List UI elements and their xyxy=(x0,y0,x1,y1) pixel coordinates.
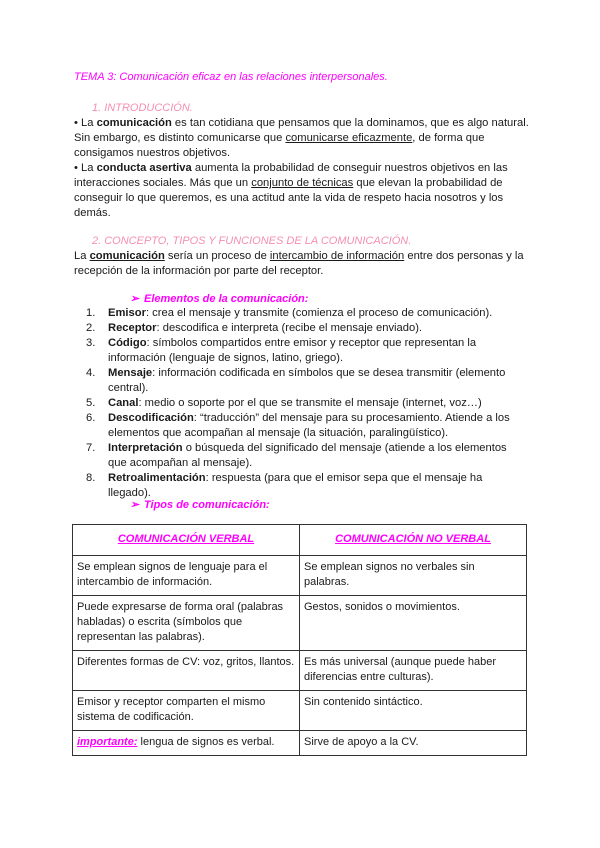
bold-term: comunicación xyxy=(96,117,172,129)
table-cell: Se emplean signos no verbales sin palabras. xyxy=(300,556,527,596)
table-cell: Puede expresarse de forma oral (palabras habladas) o escrita (símbolos que representan las palabras). xyxy=(73,596,300,651)
item-number: 5. xyxy=(86,397,96,409)
definition-paragraph xyxy=(74,249,534,279)
table-cell: Sin contenido sintáctico. xyxy=(300,691,527,731)
text: que elevan la probabilidad de conseguir lo que queremos, es una actitud ante la vida de respeto hacia nosotros y los demás. xyxy=(74,177,504,219)
bullet: • xyxy=(74,117,78,129)
list-item xyxy=(86,336,528,366)
arrow-bullet-icon: ➢ xyxy=(130,293,140,305)
item-term: Emisor xyxy=(108,307,146,319)
table-header-row xyxy=(73,525,527,556)
item-text: : crea el mensaje y transmite (comienza el proceso de comunicación). xyxy=(145,307,493,319)
section-1-heading: 1. INTRODUCCIÓN. xyxy=(92,102,193,114)
bold-term: comunicación xyxy=(89,250,165,262)
item-text: : símbolos compartidos entre emisor y receptor que representan la información (lenguaje de signos, latino, griego). xyxy=(108,337,477,364)
table-cell: Gestos, sonidos o movimientos. xyxy=(300,596,527,651)
elements-title: Elementos de la comunicación: xyxy=(144,293,309,305)
list-item xyxy=(86,396,528,411)
table-row xyxy=(73,651,527,691)
types-title: Tipos de comunicación: xyxy=(144,499,270,511)
underlined-phrase: intercambio de información xyxy=(269,250,405,262)
list-item xyxy=(86,471,528,501)
item-term: Receptor xyxy=(108,322,157,334)
item-number: 3. xyxy=(86,337,96,349)
item-text: o búsqueda del significado del mensaje (atiende a los elementos que acompañan al mensaje). xyxy=(108,442,507,469)
table-row xyxy=(73,731,527,756)
arrow-bullet-icon: ➢ xyxy=(130,499,140,511)
text: es tan cotidiana que pensamos que la dominamos, que es algo natural. Sin embargo, es distinto comunicarse que xyxy=(74,117,529,144)
text: La xyxy=(77,162,97,174)
underlined-phrase: conjunto de técnicas xyxy=(251,177,354,189)
item-text: : respuesta (para que el emisor sepa que el mensaje ha llegado). xyxy=(108,472,483,499)
item-text: : descodifica e interpreta (recibe el mensaje enviado). xyxy=(156,322,423,334)
table-cell: Es más universal (aunque puede haber diferencias entre culturas). xyxy=(300,651,527,691)
list-item xyxy=(86,321,528,336)
item-number: 6. xyxy=(86,412,96,424)
item-number: 8. xyxy=(86,472,96,484)
section-2-heading: 2. CONCEPTO, TIPOS Y FUNCIONES DE LA COMUNICACIÓN. xyxy=(92,235,412,247)
item-term: Canal xyxy=(108,397,139,409)
item-text: : información codificada en símbolos que se desea transmitir (elemento central). xyxy=(108,367,506,394)
item-number: 4. xyxy=(86,367,96,379)
header-non-verbal: COMUNICACIÓN NO VERBAL xyxy=(300,525,527,556)
table-cell: Sirve de apoyo a la CV. xyxy=(300,731,527,756)
intro-paragraph-1 xyxy=(74,116,534,161)
text: , de forma que consigamos nuestros objetivos. xyxy=(74,132,485,159)
types-subheading xyxy=(130,498,270,513)
text: La xyxy=(74,250,90,262)
cell-text: lengua de signos es verbal. xyxy=(137,736,275,748)
item-text: : “traducción” del mensaje para su procesamiento. Atiende a los elementos que acompañan al mensaje (la situación, paralingüístico). xyxy=(108,412,510,439)
list-item xyxy=(86,366,528,396)
important-label: importante: xyxy=(77,736,138,748)
table-row xyxy=(73,596,527,651)
list-item xyxy=(86,441,528,471)
table-cell: Diferentes formas de CV: voz, gritos, llantos. xyxy=(73,651,300,691)
communication-types-table xyxy=(72,524,527,756)
list-item xyxy=(86,306,528,321)
text: aumenta la probabilidad de conseguir nuestros objetivos en las interacciones sociales. Más que un xyxy=(74,162,508,189)
item-text: : medio o soporte por el que se transmite el mensaje (internet, voz…) xyxy=(138,397,482,409)
table-row xyxy=(73,556,527,596)
table-cell: Se emplean signos de lenguaje para el intercambio de información. xyxy=(73,556,300,596)
bold-term: conducta asertiva xyxy=(96,162,192,174)
text: La xyxy=(77,117,97,129)
item-term: Interpretación xyxy=(108,442,183,454)
item-number: 7. xyxy=(86,442,96,454)
text: entre dos personas y la recepción de la información por parte del receptor. xyxy=(74,250,524,277)
elements-subheading xyxy=(130,292,308,307)
table-cell xyxy=(73,731,300,756)
table-row xyxy=(73,691,527,731)
item-term: Descodificación xyxy=(108,412,194,424)
item-term: Código xyxy=(108,337,147,349)
item-term: Retroalimentación xyxy=(108,472,206,484)
table-cell: Emisor y receptor comparten el mismo sistema de codificación. xyxy=(73,691,300,731)
elements-list xyxy=(86,306,528,501)
item-number: 2. xyxy=(86,322,96,334)
item-number: 1. xyxy=(86,307,96,319)
list-item xyxy=(86,411,528,441)
document-title: TEMA 3: Comunicación eficaz en las relaciones interpersonales. xyxy=(74,71,388,83)
intro-paragraph-2 xyxy=(74,161,534,221)
underlined-phrase: comunicarse eficazmente xyxy=(285,132,413,144)
item-term: Mensaje xyxy=(108,367,153,379)
bullet: • xyxy=(74,162,78,174)
header-verbal: COMUNICACIÓN VERBAL xyxy=(73,525,300,556)
text: sería un proceso de xyxy=(164,250,270,262)
